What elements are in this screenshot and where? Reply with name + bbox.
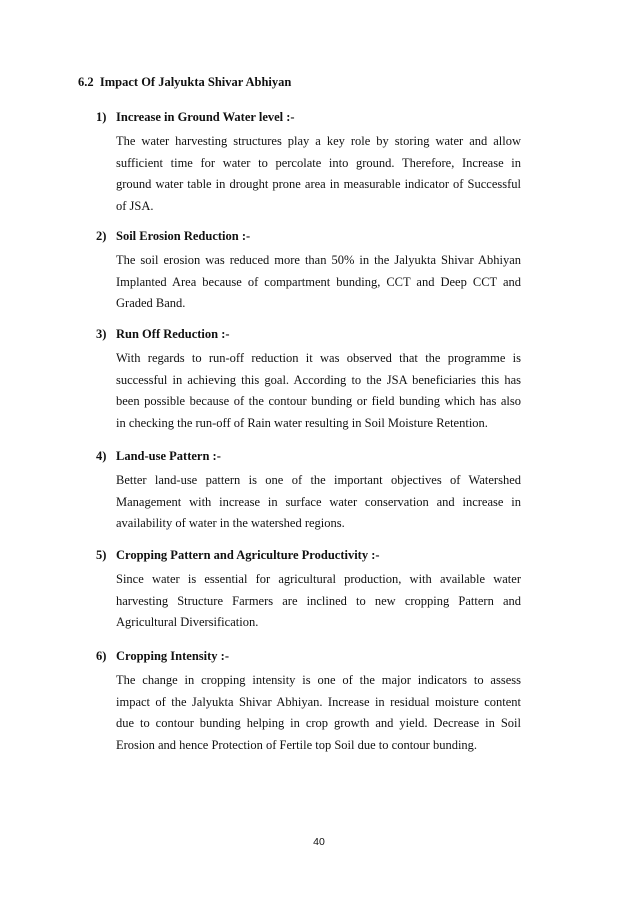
item-number: 1): [96, 110, 107, 124]
list-item-run-off: [96, 326, 521, 434]
item-title: [96, 448, 521, 464]
item-title: [96, 547, 521, 563]
paragraph-line: successful in achieving this goal. According to the JSA beneficiaries this has: [116, 372, 521, 387]
item-paragraph: [116, 470, 521, 535]
paragraph-line: With regards to run-off reduction it was observed that the programme is: [116, 351, 521, 365]
item-paragraph: [116, 250, 521, 315]
item-title: [96, 326, 521, 342]
paragraph-line: availability of water in the watershed regions.: [116, 516, 345, 530]
paragraph-line: Management with increase in surface water conservation and increase in: [116, 494, 521, 509]
item-number: 2): [96, 229, 107, 243]
paragraph-line: Since water is essential for agricultural production, with available water: [116, 572, 521, 586]
item-number: 4): [96, 449, 107, 463]
paragraph-line: The water harvesting structures play a key role by storing water and allow: [116, 134, 521, 148]
list-item-ground-water: [96, 109, 521, 217]
paragraph-line: harvesting Structure Farmers are inclined to new cropping Pattern and: [116, 593, 521, 608]
item-heading: Soil Erosion Reduction :-: [116, 229, 251, 243]
item-title: [96, 648, 521, 664]
item-number: 6): [96, 649, 107, 663]
item-number: 3): [96, 327, 107, 341]
item-heading: Cropping Pattern and Agriculture Productivity :-: [116, 548, 380, 562]
paragraph-line: in checking the run-off of Rain water resulting in Soil Moisture Retention.: [116, 415, 488, 430]
paragraph-line: impact of the Jalyukta Shivar Abhiyan. Increase in residual moisture content: [116, 694, 521, 709]
paragraph-line: The change in cropping intensity is one of the major indicators to assess: [116, 673, 521, 687]
paragraph-line: Agricultural Diversification.: [116, 615, 259, 629]
paragraph-line: Erosion and hence Protection of Fertile top Soil due to contour bunding.: [116, 737, 478, 752]
item-heading: Run Off Reduction :-: [116, 327, 230, 341]
item-heading: Increase in Ground Water level :-: [116, 110, 295, 124]
section-title: Impact Of Jalyukta Shivar Abhiyan: [99, 75, 292, 89]
item-title: [96, 109, 521, 125]
item-heading: Land-use Pattern :-: [116, 449, 221, 463]
list-item-soil-erosion: [96, 228, 521, 315]
paragraph-line: Better land-use pattern is one of the important objectives of Watershed: [116, 473, 521, 487]
item-heading: Cropping Intensity :-: [116, 649, 229, 663]
item-number: 5): [96, 548, 107, 562]
paragraph-line: The soil erosion was reduced more than 50% in the Jalyukta Shivar Abhiyan: [116, 253, 521, 267]
paragraph-line: due to contour bunding helping in crop growth and yield. Decrease in Soil: [116, 716, 521, 730]
item-paragraph: [116, 670, 521, 756]
section-heading: [78, 74, 291, 90]
item-paragraph: [116, 348, 521, 434]
item-paragraph: [116, 131, 521, 217]
list-item-cropping-intensity: [96, 648, 521, 756]
section-number: 6.2: [78, 75, 94, 89]
paragraph-line: been possible because of the contour bunding or field bunding which has also: [116, 394, 521, 408]
item-paragraph: [116, 569, 521, 634]
paragraph-line: sufficient time for water to percolate into ground. Therefore, Increase in: [116, 155, 521, 170]
item-title: [96, 228, 521, 244]
paragraph-line: Implanted Area because of compartment bunding, CCT and Deep CCT and: [116, 274, 521, 289]
page-number: 40: [313, 836, 325, 848]
paragraph-line: of JSA.: [116, 198, 154, 213]
list-item-land-use: [96, 448, 521, 535]
paragraph-line: ground water table in drought prone area in measurable indicator of Successful: [116, 177, 521, 191]
paragraph-line: Graded Band.: [116, 296, 186, 310]
list-item-cropping-pattern: [96, 547, 521, 634]
